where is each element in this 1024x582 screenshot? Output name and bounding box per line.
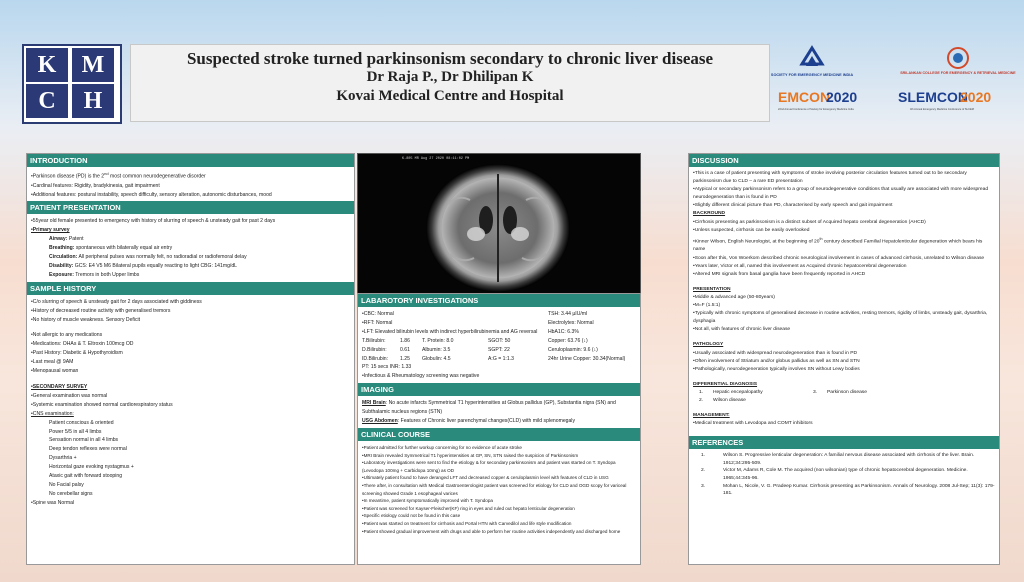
discussion-line: •Slightly different clinical picture than PD, characterised by early speech and gait impairment <box>693 203 893 209</box>
lab-cbc: •CBC: Normal <box>362 311 394 317</box>
spine-line: •Spine was Normal <box>31 499 75 506</box>
discussion-line: •Atypical or secondary parkinsonism refers to a group of neurodegenerative conditions that usually are associated with more widespread neurodegeneration than is found in PD <box>693 187 989 201</box>
background-line: •Unless suspected, cirrhosis can be easily overlooked <box>693 227 810 233</box>
imaging-heading: IMAGING <box>358 383 640 397</box>
logo-letter-h: H <box>72 84 114 118</box>
lab-sgpt: SGPT: 22 <box>488 346 510 353</box>
lab-idbil-value: 1.25 <box>400 355 410 362</box>
sample-line-7: •Last meal @ 9AM <box>31 359 74 366</box>
lab-electrolytes: Electrolytes: Normal <box>548 319 594 326</box>
lab-heading: LABAROTORY INVESTIGATIONS <box>358 294 640 308</box>
mri-scan <box>358 154 640 296</box>
dd-wilson-disease: Wilson disease <box>713 397 746 403</box>
circulation-label: Circulation: <box>49 254 78 261</box>
reference-number: 1. <box>701 453 706 459</box>
lab-body <box>358 308 640 383</box>
emcon-subtitle: 22nd Annual Conference of Society for Emergency Medicine India <box>778 108 854 111</box>
clinical-item: •Specific etiology could not be found in this case <box>362 513 461 519</box>
reference-text: Victor M, Adams R, Cole M. The acquired (non wilsonian) type of chronic hepatocerebral degeneration. Medicine. 1965;44:345-96. <box>723 468 968 482</box>
semi-logo-icon <box>802 48 822 66</box>
cns-line-1: Patient conscious & oriented <box>49 419 114 426</box>
primary-survey: •Primary survey <box>31 227 70 234</box>
clinical-item: •There after, in consultation with Medical Gastroenterologist patient was screened for etiology for CLD and OGD scopy for variceal screening showed Grade 1 esophageal varices <box>362 482 627 496</box>
mri-finding: : No acute infarcts Symmetrical T1 hyperintensities at Globus pallidus (GP), Substantia nigra (SN) and Subthalamic nucleus regions (STN) <box>362 400 616 416</box>
circulation-value: All peripheral pulses was normally felt, no radioradial or radiofemoral delay <box>77 254 247 261</box>
discussion-line: •This is a case of patient presenting with symptoms of stroke involving posterior circulation features turned out to be secondary parkinsonism due to CLD – a rare ED presentation <box>693 171 967 185</box>
cns-line-9: No cerebellar signs <box>49 490 93 497</box>
sample-line-1: •C/o slurring of speech & unsteady gait for 2 days associated with giddiness <box>31 298 202 305</box>
pathology-line: •Often involvement of Striatum and/or globus pallidus as well as SN and STN <box>693 358 860 364</box>
background-line: •Soon after this, Von Woerkom described chronic neurological involvement in cases of advanced cirrhosis, unrelated to Wilson disease <box>693 255 985 261</box>
mri-caption: K-805 MR Aug 27 2020 08:11:02 PM <box>402 157 470 161</box>
intro-sup: nd <box>104 171 109 176</box>
clinical-item: •Patient admitted for further workup concerning for no evidence of acute stroke <box>362 444 522 450</box>
lab-ag-ratio: A:G = 1:1.3 <box>488 355 514 362</box>
exposure-value: Tremors in both Upper limbs <box>73 271 140 278</box>
clinical-item: •MRI Brain revealed Symmetrical T1 hyperintensities at GP, SN, STN raised the suspicion of Parkinsonism <box>362 452 579 458</box>
differential-row-2 <box>693 397 995 405</box>
clinical-course-heading: CLINICAL COURSE <box>358 428 640 442</box>
lab-tbil-label: T.Bilirubin: <box>362 337 386 344</box>
background-subheading: BACKROUND <box>693 211 726 217</box>
background-line: •Kinner Wilson, English Neurologist, at the beginning of 20 <box>693 239 820 245</box>
poster-institution: Kovai Medical Centre and Hospital <box>336 88 564 104</box>
reference-text: Wilson S. Progressive lenticular degeneration: A familial nervous disease associated with cirrhosis of the liver. Brain. 1912;34:295-509. <box>723 453 975 466</box>
clinical-item: •Laboratory investigations were sent to find the etiology & for secondary parkinsonism and patient was started on T. Syndopa (Levodopa 100mg + Carbidopa 10mg) as OD <box>362 460 616 473</box>
poster-authors: Dr Raja P., Dr Dhilipan K <box>366 69 534 85</box>
dd-number: 2. <box>699 397 704 403</box>
reference-item <box>693 452 995 467</box>
semi-logo-text: SOCIETY FOR EMERGENCY MEDICINE INDIA <box>770 73 854 77</box>
reference-item <box>693 467 995 482</box>
management-subheading: MANAGEMENT: <box>693 413 730 419</box>
presentation-line: •Typically with chronic symptoms of generalised decrease in routine activities, resting tremors, rigidity of limbs, unsteady gait, dysarthria, dysphagia <box>693 311 988 325</box>
references-heading: REFERENCES <box>689 436 999 450</box>
sample-line-6: •Past History: Diabetic & Hypothyroidism <box>31 350 123 357</box>
secondary-line-1: •General examination was normal <box>31 392 108 399</box>
lab-urine-copper: 24hr Urine Copper: 30.34(Normal) <box>548 355 626 362</box>
reference-text: Mohan L, Nicole, V. G. Pradeep Kumar. Cirrhosis presenting as Parkinsonism. Annals of Neurology. 2008 Jul-Sep; 11(3): 179-181. <box>723 483 995 497</box>
poster-title: Suspected stroke turned parkinsonism secondary to chronic liver disease <box>186 49 714 68</box>
reference-number: 3. <box>701 483 706 489</box>
left-column <box>26 153 355 565</box>
clinical-course-body <box>358 442 640 537</box>
intro-line-2: •Cardinal features: Rigidity, bradykinesia, gait impairment <box>31 182 160 189</box>
cns-line-5: Dysarthria + <box>49 455 77 462</box>
middle-column <box>357 293 641 565</box>
mri-label: MRI Brain <box>362 400 386 407</box>
presentation-line: •M=F (1.5:1) <box>693 303 721 309</box>
clinical-item: •Patient showed gradual improvement with drugs and able to perform her routine activities independently and discharged home <box>362 528 621 534</box>
slcem-logo-text: SRILANKAN COLLEGE FOR EMERGENCY & RETRIEVAL MEDICINE <box>900 71 1016 75</box>
lab-copper: Copper: 63.76 (↓) <box>548 337 588 344</box>
logo-letter-c: C <box>26 84 68 118</box>
logo-letter-k: K <box>26 48 68 82</box>
clinical-item: •Patient was screened for Kayser-Fleischer(KF) ring in eyes and ruled out hepato lenticular degeneration <box>362 505 575 511</box>
usg-label: USG Abdomen <box>362 418 398 425</box>
logo-letter-m: M <box>72 48 114 82</box>
slemcon-year: 2020 <box>960 89 992 105</box>
discussion-body <box>689 168 999 430</box>
reference-number: 2. <box>701 468 706 474</box>
airway-label: Airway: <box>49 236 68 243</box>
sample-line-4: •Not allergic to any medications <box>31 332 103 339</box>
differential-subheading: DIFFERENTIAL DIAGNOSIS <box>693 381 758 387</box>
cns-line-8: No Facial palsy <box>49 481 84 488</box>
cns-line-6: Horizontal gaze evoking nystagmus + <box>49 464 134 471</box>
dd-hepatic-encephalopathy: Hepatic encepalopathy <box>713 389 763 395</box>
cns-line-7: Ataxic gait with forward stooping <box>49 473 123 480</box>
breathing-value: spontaneous with bilaterally equal air entry <box>74 245 173 252</box>
lab-infectious: •Infectious & Rheumatology screening was negative <box>362 373 480 380</box>
kmch-logo <box>22 44 122 124</box>
sample-line-3: •No history of muscle weakness. Sensory Deficit <box>31 316 141 323</box>
dd-number: 3. <box>813 389 818 395</box>
lab-sgot: SGOT: 50 <box>488 337 511 344</box>
lab-dbil-value: 0.61 <box>400 346 410 353</box>
sample-line-2: •History of decreased routine activity with generalised tremors <box>31 307 171 314</box>
disability-value: GCS: E4 V5 M6 Bilateral pupils equally reacting to light CBG: 141mg/dL <box>73 262 237 269</box>
management-line: •Medical treatment with Levodopa and COMT inhibitors <box>693 421 813 427</box>
slemcon-subtitle: 4th Annual Emergency Medicine Conference of SLCEM <box>910 108 974 111</box>
presentation-line: •Not all, with features of chronic liver disease <box>693 327 791 333</box>
discussion-heading: DISCUSSION <box>689 154 999 168</box>
pathology-line: •Pathologically, neurodegeneration typically involves SN without Lewy bodies <box>693 366 860 372</box>
lab-ceruloplasmin: Ceruloplasmin: 9.6 (↓) <box>548 346 598 353</box>
sample-history-body <box>27 296 354 510</box>
airway-value: Patent <box>67 236 84 243</box>
imaging-body <box>358 397 640 428</box>
sample-history-heading: SAMPLE HISTORY <box>27 282 354 296</box>
lab-idbil-label: ID.Bilirubin: <box>362 355 389 362</box>
emcon-year: 2020 <box>826 89 858 105</box>
clinical-item: •Patient was started on treatment for cirrhosis and Portal HTN with Carvedilol and life style modification <box>362 520 572 526</box>
lab-albumin: Albumin: 3.5 <box>422 346 451 353</box>
lab-lft: •LFT: Elevated bilirubin levels with indirect hyperbilirubinemia and AG reversal <box>362 328 538 335</box>
background-line-end: century described Familial Hepatolenticular degeneration which bears his name <box>693 239 983 253</box>
lab-tprotein: T. Protein: 8.0 <box>422 337 454 344</box>
disability-label: Disability: <box>49 262 74 269</box>
cns-exam: •CNS examination: <box>31 410 74 417</box>
exposure-label: Exposure: <box>49 271 74 278</box>
presentation-subheading: PRESENTATION <box>693 286 731 292</box>
pathology-line: •Usually associated with widespread neurodegeneration than is found in PD <box>693 350 858 356</box>
background-line: •Altered MRI signals from basal ganglia have been frequently reported in AHCD <box>693 271 866 277</box>
mri-brain-image <box>357 153 641 297</box>
intro-line-1: •Parkinson disease (PD) is the 2 <box>31 173 105 180</box>
patient-presentation-heading: PATIENT PRESENTATION <box>27 201 354 215</box>
clinical-item: •Ultimately patient found to have deranged LFT and decreased copper & ceruloplasmin level with features of CLD in USG <box>362 475 609 481</box>
references-body <box>689 450 999 500</box>
emcon-name: EMCON <box>778 89 831 105</box>
lab-pt-inr: PT: 15 secs INR: 1.33 <box>362 364 412 371</box>
intro-line-1-end: most common neurodegenerative disorder <box>108 173 206 180</box>
slemcon-name: SLEMCON <box>898 89 968 105</box>
differential-row-1 <box>693 389 995 397</box>
dd-parkinson-disease: Parkinson disease <box>827 389 867 395</box>
background-line: •Cirrhosis presenting as parkinsonism is a distinct subset of Acquired hepato cerebral degeneration (AHCD) <box>693 219 926 225</box>
dd-number: 1. <box>699 389 704 395</box>
sponsor-logos <box>770 44 1016 120</box>
background-line: •Years later, Victor et all, named this involvement as Acquired chronic hepatocerebral degeneration <box>693 263 907 269</box>
intro-line-3: •Additional features: postural instability, speech difficulty, sensory alteration, autonomic disturbances, mood <box>31 191 272 198</box>
background-sup: th <box>819 236 823 241</box>
cns-line-2: Power 5/5 in all 4 limbs <box>49 428 102 435</box>
lab-dbil-label: D.Bilirubin: <box>362 346 387 353</box>
pathology-subheading: PATHOLOGY <box>693 342 724 348</box>
presentation-line: •Middle & advanced age (50-80years) <box>693 294 775 300</box>
cns-line-3: Sensation normal in all 4 limbs <box>49 437 119 444</box>
lab-tsh: TSH: 3.44 µIU/ml <box>548 311 588 317</box>
title-banner <box>130 44 770 122</box>
clinical-item: •In meantime, patient symptomatically improved with T. Syndopa <box>362 498 493 504</box>
sample-line-5: •Medications: OHAs & T. Eltroxin 100mcg OD <box>31 341 134 348</box>
cns-line-4: Deep tendon reflexes were normal <box>49 446 127 453</box>
patient-presentation-body <box>27 215 354 281</box>
breathing-label: Breathing: <box>49 245 75 252</box>
patient-line-1: •55year old female presented to emergency with history of slurring of speech & unsteady gait for past 2 days <box>31 218 276 225</box>
secondary-line-2: •Systemic examination showed normal cardiorespiratory status <box>31 401 173 408</box>
slcem-logo-icon <box>948 48 968 68</box>
reference-item <box>693 483 995 498</box>
usg-finding: : Features of Chronic liver parenchymal changes(CLD) with mild splenomegaly <box>397 418 575 425</box>
sample-line-8: •Menopausal woman <box>31 368 79 375</box>
right-column <box>688 153 1000 565</box>
lab-globulin: Globulin: 4.5 <box>422 355 451 362</box>
lab-rft: •RFT: Normal <box>362 319 393 326</box>
introduction-body <box>27 168 354 201</box>
secondary-survey: •SECONDARY SURVEY <box>31 384 88 390</box>
lab-values-grid <box>362 337 548 364</box>
introduction-heading: INTRODUCTION <box>27 154 354 168</box>
conference-logos <box>770 44 1016 120</box>
lab-hba1c: HbA1C: 6.3% <box>548 328 579 335</box>
lab-tbil-value: 1.86 <box>400 337 410 344</box>
